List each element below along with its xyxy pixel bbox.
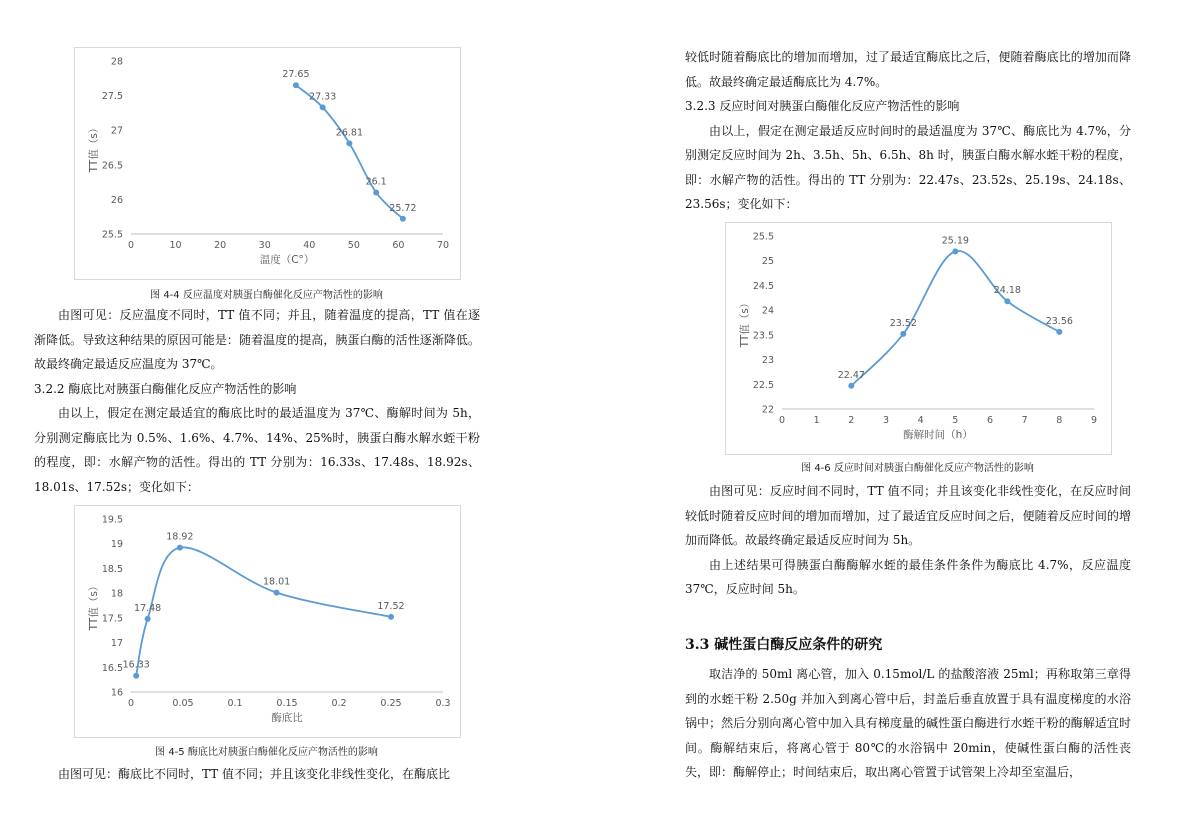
paragraph: 较低时随着酶底比的增加而增加，过了最适宜酶底比之后，便随着酶底比的增加而降低。故最终确定最适酶底比为 4.7%。 xyxy=(685,50,1131,89)
chart-temperature xyxy=(75,48,460,279)
figure-4-6-caption: 图 4-6 反应时间对胰蛋白酶催化反应产物活性的影响 xyxy=(801,463,1034,474)
data-point xyxy=(388,614,394,620)
x-tick-label: 9 xyxy=(1090,415,1098,426)
x-tick-label: 3 xyxy=(882,415,890,426)
y-tick-label: 24 xyxy=(761,305,774,317)
data-label: 27.65 xyxy=(282,69,310,81)
section-heading-3-3: 3.3 碱性蛋白酶反应条件的研究 xyxy=(685,637,883,653)
x-tick-label: 0 xyxy=(127,240,135,251)
data-point xyxy=(293,82,299,88)
data-point xyxy=(848,383,854,389)
x-tick-label: 6 xyxy=(986,415,994,426)
data-label: 27.33 xyxy=(309,91,337,103)
y-tick-label: 26 xyxy=(110,194,123,206)
data-point xyxy=(133,673,139,679)
series-line xyxy=(136,547,391,675)
x-tick-label: 70 xyxy=(436,240,450,251)
x-axis-title: 酶底比 xyxy=(271,712,303,724)
x-tick-label: 0.1 xyxy=(227,698,243,709)
data-point xyxy=(1056,329,1062,335)
y-tick-label: 24.5 xyxy=(752,280,774,292)
x-tick-label: 0 xyxy=(127,698,135,709)
x-tick-label: 0.15 xyxy=(276,698,298,709)
y-tick-label: 26.5 xyxy=(101,160,123,172)
y-tick-label: 22 xyxy=(761,404,774,416)
x-tick-label: 5 xyxy=(952,415,959,426)
series-line xyxy=(296,85,403,219)
x-axis-title: 酶解时间（h） xyxy=(903,429,973,441)
y-tick-label: 17.5 xyxy=(101,613,123,625)
y-tick-label: 25.5 xyxy=(752,231,774,243)
x-tick-label: 1 xyxy=(813,415,820,426)
paragraph: 由上述结果可得胰蛋白酶酶解水蛭的最佳条件条件为酶底比 4.7%，反应温度 37℃，反应时间 5h。 xyxy=(685,557,1131,596)
x-tick-label: 20 xyxy=(214,240,227,251)
data-label: 23.52 xyxy=(889,317,917,329)
data-point xyxy=(145,616,151,622)
figure-4-6 xyxy=(725,222,1112,455)
x-tick-label: 8 xyxy=(1056,415,1063,426)
data-label: 18.01 xyxy=(262,576,291,588)
data-label: 26.1 xyxy=(365,176,387,188)
data-label: 18.92 xyxy=(166,531,194,543)
data-point xyxy=(346,140,352,146)
x-axis-title: 温度（C°） xyxy=(259,254,315,266)
x-tick-label: 0.05 xyxy=(172,698,194,709)
section-heading-3-2-3: 3.2.3 反应时间对胰蛋白酶催化反应产物活性的影响 xyxy=(685,99,960,113)
y-axis-title: TT值（s） xyxy=(88,122,100,173)
y-tick-label: 18.5 xyxy=(101,563,123,575)
y-axis-title: TT值（s） xyxy=(739,297,751,348)
y-tick-label: 19 xyxy=(110,539,123,551)
y-tick-label: 18 xyxy=(110,588,123,600)
y-tick-label: 23 xyxy=(761,355,774,367)
data-label: 17.48 xyxy=(134,602,162,614)
y-tick-label: 17 xyxy=(110,638,123,650)
x-tick-label: 60 xyxy=(392,240,405,251)
y-axis-title: TT值（s） xyxy=(88,580,100,631)
x-tick-label: 7 xyxy=(1021,415,1028,426)
data-label: 17.52 xyxy=(377,600,405,612)
paragraph: 由以上，假定在测定最适反应时间时的最适温度为 37℃、酶底比为 4.7%，分别测定反应时间为 2h、3.5h、5h、6.5h、8h 时，胰蛋白酶水解水蛭干粉的程度，即：水解产物的活性。得出的 TT 分别为：22.47s、23.52s、25.19s、24.18s、23.56s；变化如下： xyxy=(685,123,1131,211)
y-tick-label: 16 xyxy=(110,687,123,699)
data-label: 22.47 xyxy=(837,369,865,381)
data-label: 26.81 xyxy=(335,127,364,139)
y-tick-label: 28 xyxy=(110,56,123,68)
x-tick-label: 0.25 xyxy=(380,698,402,709)
right-text-block-2 xyxy=(685,479,1131,602)
x-tick-label: 40 xyxy=(303,240,316,251)
right-text-block-3 xyxy=(685,662,1131,785)
y-tick-label: 25.5 xyxy=(101,229,123,241)
x-tick-label: 0.3 xyxy=(435,698,451,709)
series-line xyxy=(851,251,1059,386)
data-point xyxy=(400,216,406,222)
figure-4-5 xyxy=(74,505,461,738)
y-tick-label: 22.5 xyxy=(752,379,774,391)
figure-4-5-caption: 图 4-5 酶底比对胰蛋白酶催化反应产物活性的影响 xyxy=(155,747,378,758)
x-tick-label: 50 xyxy=(347,240,360,251)
x-tick-label: 0 xyxy=(778,415,786,426)
data-point xyxy=(952,248,958,254)
left-text-block-1 xyxy=(34,303,480,499)
data-point xyxy=(373,189,379,195)
data-label: 25.19 xyxy=(941,235,969,247)
x-tick-label: 4 xyxy=(917,415,924,426)
y-tick-label: 23.5 xyxy=(752,330,774,342)
data-point xyxy=(320,104,326,110)
y-tick-label: 16.5 xyxy=(101,662,123,674)
data-label: 24.18 xyxy=(993,285,1021,297)
chart-enzyme-ratio xyxy=(75,506,460,737)
y-tick-label: 27 xyxy=(110,125,123,137)
paragraph: 由图可见：酶底比不同时，TT 值不同；并且该变化非线性变化，在酶底比 xyxy=(58,767,451,781)
x-tick-label: 30 xyxy=(258,240,271,251)
chart-reaction-time xyxy=(726,223,1111,454)
data-label: 25.72 xyxy=(389,202,417,214)
left-text-block-2 xyxy=(34,762,480,787)
section-heading-block xyxy=(685,633,1131,658)
paragraph: 由图可见：反应温度不同时，TT 值不同；并且，随着温度的提高，TT 值在逐渐降低。导致这种结果的原因可能是：随着温度的提高，胰蛋白酶的活性逐渐降低。故最终确定最适反应温度为 37℃。 xyxy=(34,308,480,371)
y-tick-label: 19.5 xyxy=(101,514,123,526)
x-tick-label: 0.2 xyxy=(331,698,347,709)
y-tick-label: 25 xyxy=(761,256,774,268)
section-heading-3-2-2: 3.2.2 酶底比对胰蛋白酶催化反应产物活性的影响 xyxy=(34,381,297,396)
figure-4-4-caption: 图 4-4 反应温度对胰蛋白酶催化反应产物活性的影响 xyxy=(150,290,383,301)
x-tick-label: 2 xyxy=(848,415,855,426)
data-point xyxy=(900,331,906,337)
data-label: 23.56 xyxy=(1045,315,1073,327)
x-tick-label: 10 xyxy=(169,240,182,251)
data-label: 16.33 xyxy=(122,659,150,671)
figure-4-4 xyxy=(74,47,461,280)
data-point xyxy=(1004,298,1010,304)
y-tick-label: 27.5 xyxy=(101,91,123,103)
paragraph: 由图可见：反应时间不同时，TT 值不同；并且该变化非线性变化，在反应时间较低时随着反应时间的增加而增加，过了最适宜反应时间之后，便随着反应时间的增加而降低。故最终确定最适反应时间为 5h。 xyxy=(685,484,1131,547)
paragraph: 由以上，假定在测定最适宜的酶底比时的最适温度为 37℃、酶解时间为 5h，分别测定酶底比为 0.5%、1.6%、4.7%、14%、25%时，胰蛋白酶水解水蛭干粉的程度，即：水解产物的活性。得出的 TT 分别为：16.33s、17.48s、18.92s、18.01s、17.52s；变化如下： xyxy=(34,406,480,494)
paragraph: 取洁净的 50ml 离心管，加入 0.15mol/L 的盐酸溶液 25ml；再称取第三章得到的水蛭干粉 2.50g 并加入到离心管中后，封盖后垂直放置于具有温度梯度的水浴锅中；然后分别向离心管中加入具有梯度量的碱性蛋白酶进行水蛭干粉的酶解适宜时间。酶解结束后，将离心管于 80℃的水浴锅中 20min，使碱性蛋白酶的活性丧失，即：酶解停止；时间结束后，取出离心管置于试管架上冷却至室温后， xyxy=(685,667,1131,779)
data-point xyxy=(177,545,183,551)
data-point xyxy=(274,590,280,596)
right-text-block-1 xyxy=(685,45,1131,217)
